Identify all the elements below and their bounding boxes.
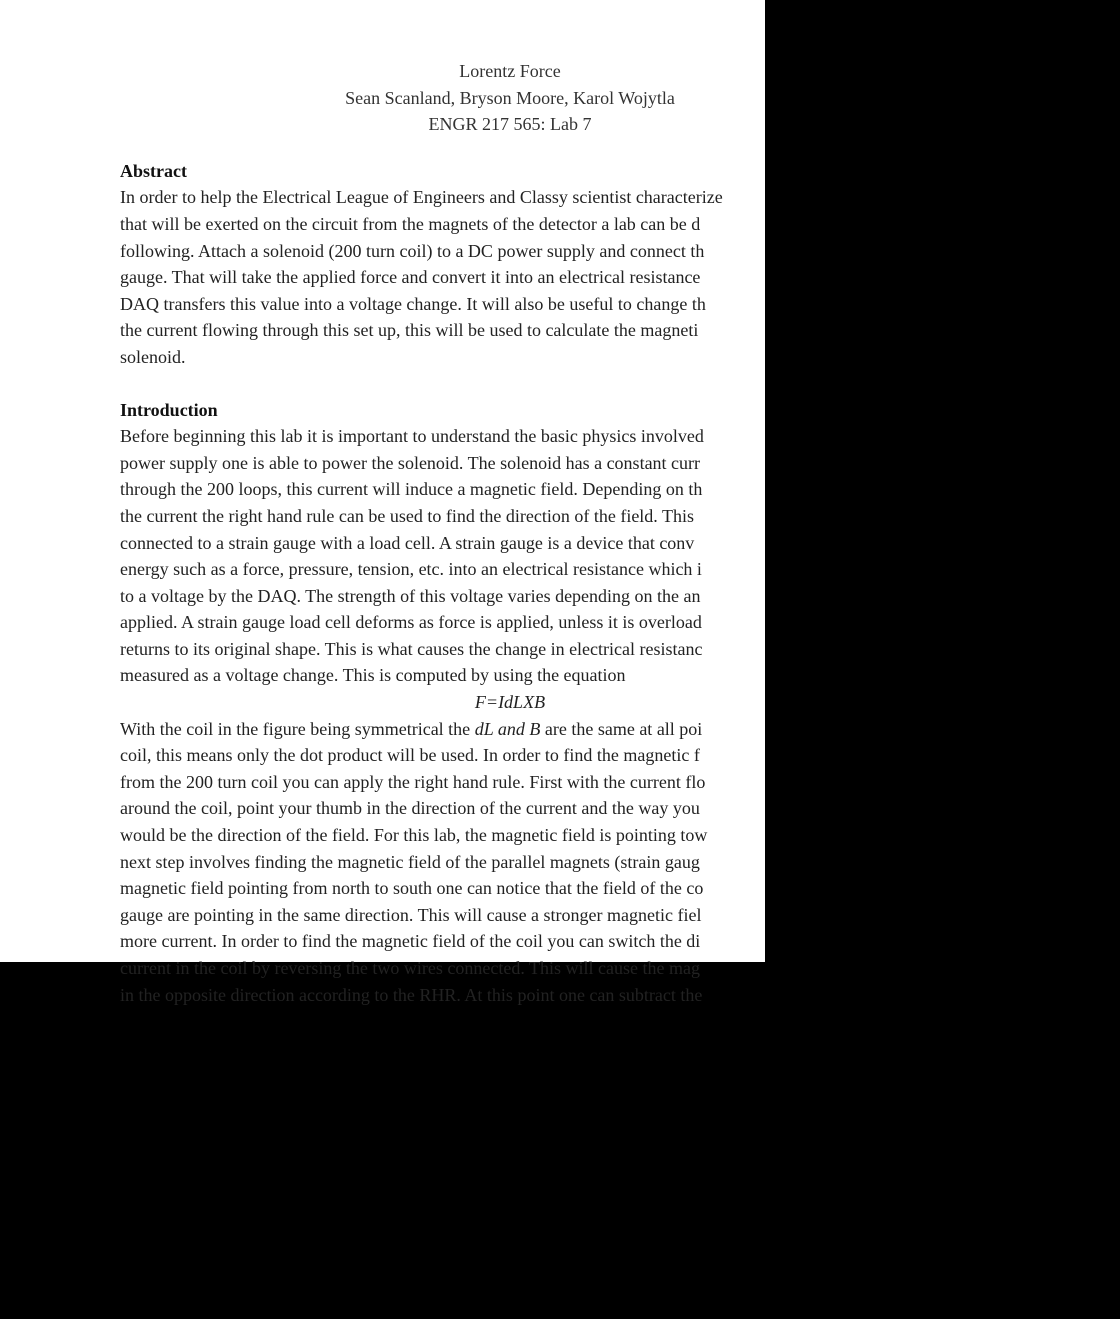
document-course: ENGR 217 565: Lab 7 [428, 114, 592, 135]
document-authors: Sean Scanland, Bryson Moore, Karol Wojytla [345, 87, 675, 108]
lorentz-force-equation: F=IdLXB [474, 692, 546, 713]
introduction-line: next step involves finding the magnetic field of the parallel magnets (strain gaug [120, 851, 700, 872]
abstract-line: In order to help the Electrical League of Engineers and Classy scientist characterize [120, 187, 723, 208]
introduction-line: coil, this means only the dot product will be used. In order to find the magnetic f [120, 745, 700, 766]
abstract-line: the current flowing through this set up, this will be used to calculate the magneti [120, 320, 699, 341]
introduction-line: more current. In order to find the magnetic field of the coil you can switch the di [120, 931, 701, 952]
introduction-line: power supply one is able to power the solenoid. The solenoid has a constant curr [120, 452, 701, 473]
text-run: With the coil in the figure being symmetrical the [120, 718, 475, 739]
abstract-line: DAQ transfers this value into a voltage change. It will also be useful to change th [120, 293, 706, 314]
introduction-line: gauge are pointing in the same direction. This will cause a stronger magnetic fiel [120, 904, 702, 925]
abstract-body [120, 184, 1120, 370]
introduction-line: would be the direction of the field. For this lab, the magnetic field is pointing tow [120, 825, 708, 846]
introduction-line: from the 200 turn coil you can apply the right hand rule. First with the current flo [120, 771, 706, 792]
introduction-line: the current the right hand rule can be used to find the direction of the field. This [120, 505, 694, 526]
introduction-line: around the coil, point your thumb in the direction of the current and the way you [120, 798, 700, 819]
abstract-heading: Abstract [120, 160, 187, 181]
document-content [120, 58, 1120, 1008]
introduction-line [120, 716, 1120, 743]
introduction-line: current in the coil by reversing the two wires connected. This will cause the mag [120, 958, 700, 978]
introduction-line: Before beginning this lab it is important to understand the basic physics involved [120, 426, 704, 447]
abstract-line: solenoid. [120, 346, 186, 367]
introduction-line: applied. A strain gauge load cell deforms as force is applied, unless it is overload [120, 612, 702, 633]
introduction-line: measured as a voltage change. This is computed by using the equation [120, 665, 626, 686]
introduction-line: magnetic field pointing from north to south one can notice that the field of the co [120, 878, 704, 899]
abstract-line: following. Attach a solenoid (200 turn coil) to a DC power supply and connect th [120, 240, 705, 261]
introduction-line: connected to a strain gauge with a load cell. A strain gauge is a device that conv [120, 532, 695, 553]
introduction-line: through the 200 loops, this current will induce a magnetic field. Depending on th [120, 479, 703, 500]
introduction-heading: Introduction [120, 399, 218, 420]
text-run: are the same at all poi [540, 718, 703, 739]
abstract-line: that will be exerted on the circuit from the magnets of the detector a lab can be d [120, 213, 701, 234]
document-title: Lorentz Force [459, 61, 561, 81]
introduction-body [120, 423, 1120, 1008]
abstract-line: gauge. That will take the applied force and convert it into an electrical resistance [120, 267, 701, 288]
italic-variables: dL and B [474, 718, 541, 739]
introduction-line: energy such as a force, pressure, tension, etc. into an electrical resistance which i [120, 559, 702, 580]
introduction-line: in the opposite direction according to the RHR. At this point one can subtract the [120, 984, 703, 1005]
introduction-line: returns to its original shape. This is what causes the change in electrical resistanc [120, 638, 703, 659]
introduction-line: to a voltage by the DAQ. The strength of this voltage varies depending on the an [120, 585, 701, 606]
